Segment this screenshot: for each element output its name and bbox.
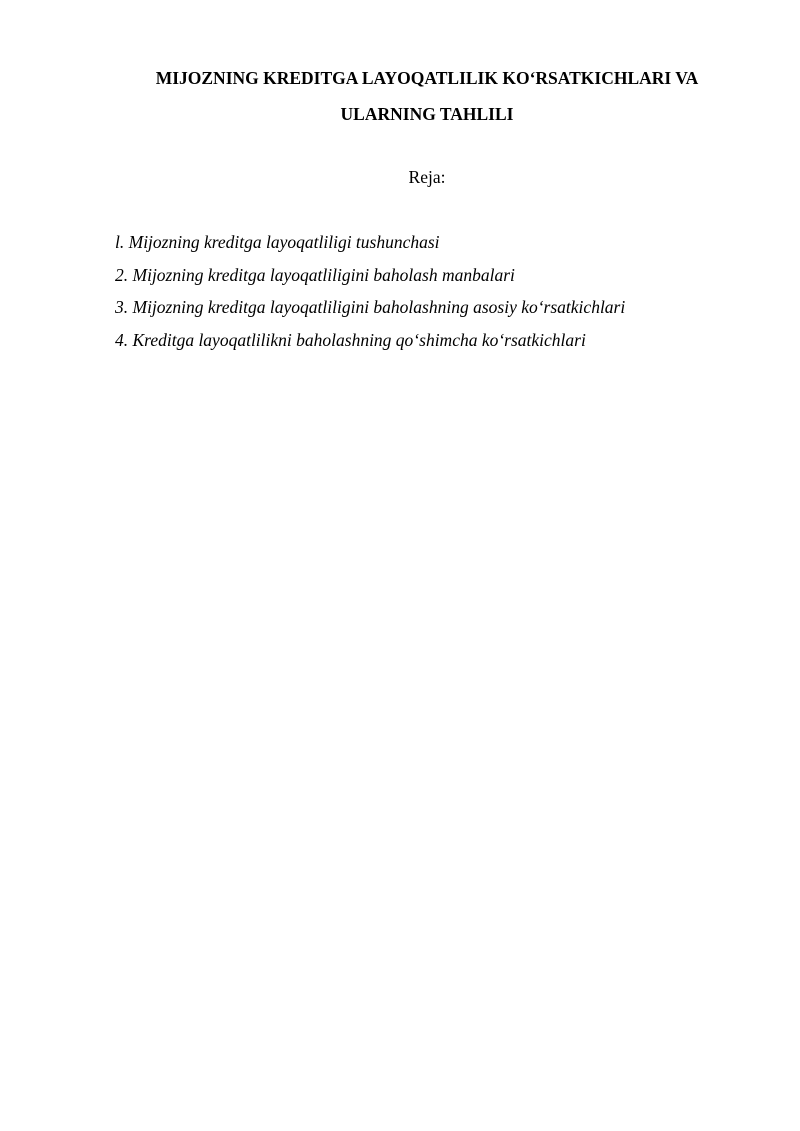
- document-title: [110, 60, 744, 132]
- plan-item: 4. Kreditga layoqatlilikni baholashning qo‘shimcha ko‘rsatkichlari: [115, 329, 586, 350]
- title-line-2: ULARNING TAHLILI: [340, 104, 514, 124]
- plan-item: l. Mijozning kreditga layoqatliligi tushunchasi: [115, 232, 440, 252]
- title-line-1: MIJOZNING KREDITGA LAYOQATLILIK KO‘RSATKICHLARI VA: [155, 68, 699, 88]
- plan-heading: Reja:: [408, 167, 446, 187]
- plan-item: 3. Mijozning kreditga layoqatliligini baholashning asosiy ko‘rsatkichlari: [115, 297, 626, 317]
- plan-list: [115, 226, 625, 356]
- plan-item: 2. Mijozning kreditga layoqatliligini baholash manbalari: [115, 264, 515, 285]
